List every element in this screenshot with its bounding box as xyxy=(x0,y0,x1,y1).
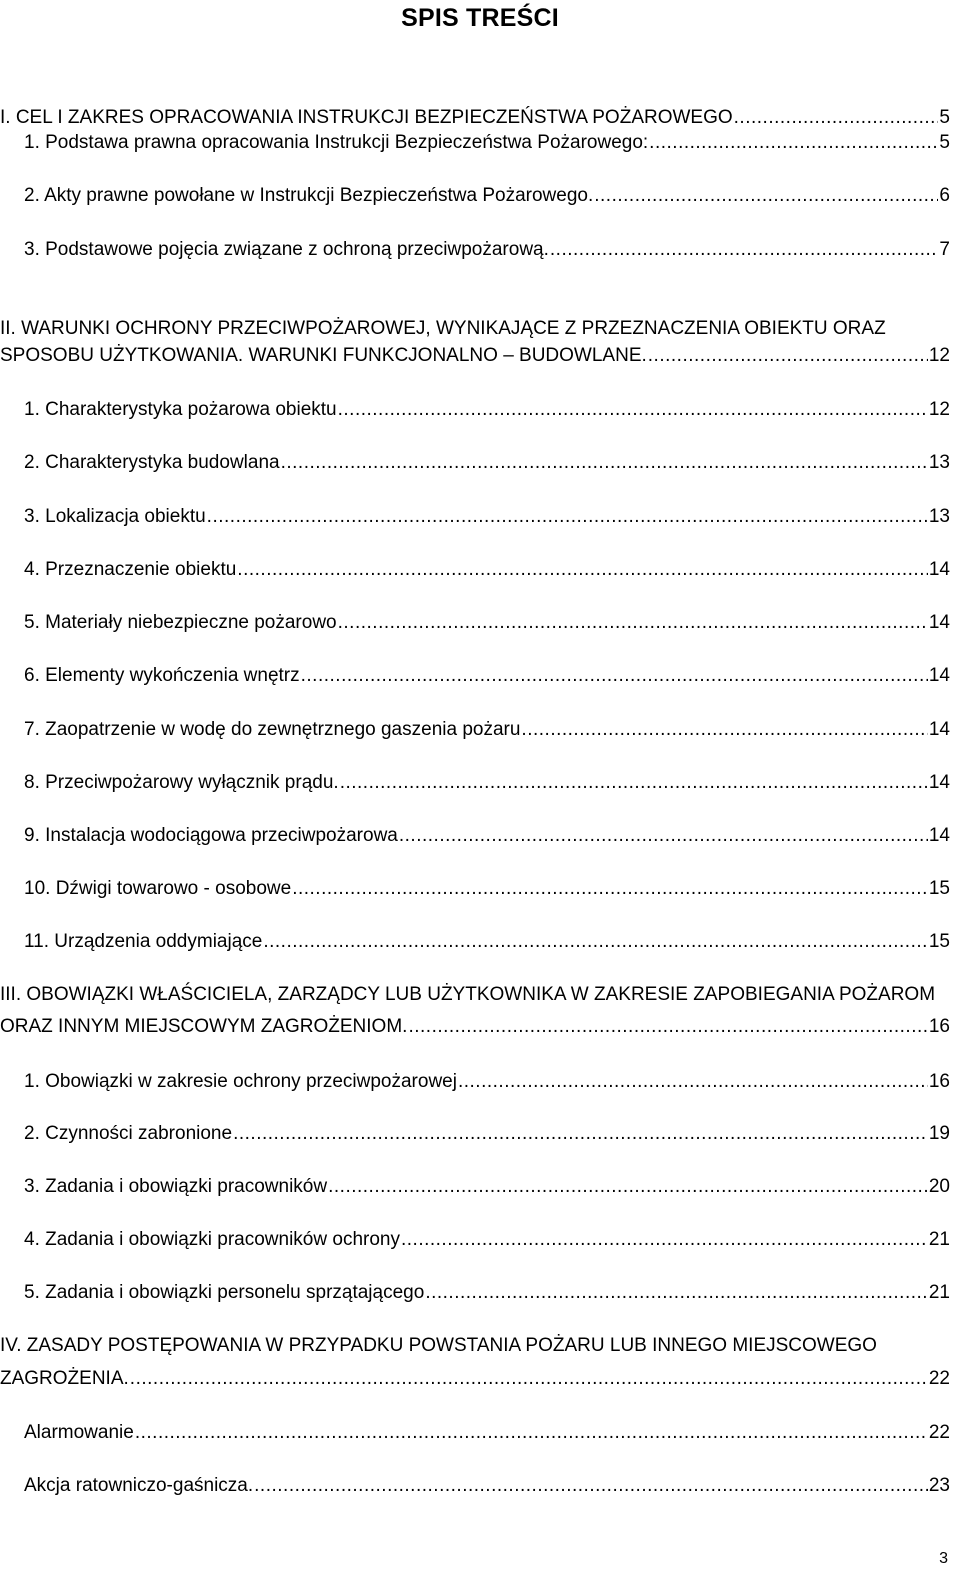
toc-entry-page: 13 xyxy=(928,506,950,527)
toc-leader-dots xyxy=(458,1070,928,1094)
toc-entry-text: 1. Obowiązki w zakresie ochrony przeciwpożarowej xyxy=(24,1071,457,1092)
toc-leader-dots xyxy=(408,1015,927,1039)
toc-entry-page: 21 xyxy=(928,1229,950,1250)
toc-entry-text: Akcja ratowniczo-gaśnicza. xyxy=(24,1475,254,1496)
toc-leader-dots xyxy=(207,505,928,529)
toc-entry-text: SPOSOBU UŻYTKOWANIA. WARUNKI FUNKCJONALNO – BUDOWLANE. xyxy=(0,345,647,366)
toc-entry-page: 14 xyxy=(928,559,950,580)
toc-entry-text: 1. Podstawa prawna opracowania Instrukcji Bezpieczeństwa Pożarowego: xyxy=(24,132,649,153)
toc-entry-text: 6. Elementy wykończenia wnętrz xyxy=(24,665,300,686)
toc-entry-page: 7 xyxy=(939,239,950,260)
toc-entry-text: 11. Urządzenia oddymiające xyxy=(24,931,263,952)
toc-entry-page: 22 xyxy=(928,1422,950,1443)
toc-entry-section-2[interactable] xyxy=(0,344,950,368)
toc-entry-text: 8. Przeciwpożarowy wyłącznik prądu. xyxy=(24,772,339,793)
toc-leader-dots xyxy=(649,131,938,155)
toc-entry-3-4[interactable] xyxy=(24,1228,950,1252)
toc-entry-page: 14 xyxy=(928,665,950,686)
toc-entry-2-2[interactable] xyxy=(24,451,950,475)
toc-entry-section-4-line1[interactable]: IV. ZASADY POSTĘPOWANIA W PRZYPADKU POWSTANIA POŻARU LUB INNEGO MIEJSCOWEGO xyxy=(0,1335,877,1356)
toc-leader-dots xyxy=(399,824,928,848)
toc-leader-dots xyxy=(281,451,928,475)
toc-entry-text: 3. Lokalizacja obiektu xyxy=(24,506,206,527)
toc-entry-section-4[interactable] xyxy=(0,1367,950,1391)
toc-entry-page: 19 xyxy=(928,1123,950,1144)
toc-entry-page: 21 xyxy=(928,1282,950,1303)
toc-entry-text: 1. Charakterystyka pożarowa obiektu xyxy=(24,399,337,420)
toc-entry-page: 16 xyxy=(928,1071,950,1092)
toc-entry-section-1[interactable] xyxy=(0,106,950,130)
toc-entry-4-1[interactable] xyxy=(24,1421,950,1445)
toc-entry-page: 13 xyxy=(928,452,950,473)
toc-leader-dots xyxy=(301,664,928,688)
toc-leader-dots xyxy=(135,1421,928,1445)
toc-leader-dots xyxy=(594,184,938,208)
toc-entry-text: 10. Dźwigi towarowo - osobowe xyxy=(24,878,292,899)
toc-entry-2-5[interactable] xyxy=(24,611,950,635)
toc-leader-dots xyxy=(328,1175,928,1199)
toc-entry-text: ORAZ INNYM MIEJSCOWYM ZAGROŻENIOM. xyxy=(0,1016,408,1037)
toc-entry-text: 3. Podstawowe pojęcia związane z ochroną przeciwpożarową. xyxy=(24,239,549,260)
toc-entry-page: 14 xyxy=(928,772,950,793)
toc-entry-text: 7. Zaopatrzenie w wodę do zewnętrznego gaszenia pożaru xyxy=(24,719,521,740)
toc-leader-dots xyxy=(550,238,939,262)
toc-entry-page: 23 xyxy=(928,1475,950,1496)
toc-entry-text: 2. Charakterystyka budowlana xyxy=(24,452,280,473)
toc-leader-dots xyxy=(425,1281,928,1305)
toc-entry-page: 12 xyxy=(928,399,950,420)
toc-entry-page: 22 xyxy=(928,1368,950,1389)
toc-entry-3-5[interactable] xyxy=(24,1281,950,1305)
toc-entry-3-2[interactable] xyxy=(24,1122,950,1146)
toc-entry-3-3[interactable] xyxy=(24,1175,950,1199)
toc-leader-dots xyxy=(338,398,928,422)
toc-entry-2-4[interactable] xyxy=(24,558,950,582)
toc-entry-1-3[interactable] xyxy=(24,238,950,262)
toc-leader-dots xyxy=(340,771,928,795)
toc-entry-text: 9. Instalacja wodociągowa przeciwpożarowa xyxy=(24,825,398,846)
toc-entry-page: 20 xyxy=(928,1176,950,1197)
toc-entry-1-2[interactable] xyxy=(24,184,950,208)
toc-entry-2-8[interactable] xyxy=(24,771,950,795)
toc-leader-dots xyxy=(292,877,928,901)
toc-entry-page: 5 xyxy=(939,107,950,128)
toc-entry-text: 5. Materiały niebezpieczne pożarowo xyxy=(24,612,337,633)
toc-leader-dots xyxy=(254,1474,928,1498)
toc-entry-text: Alarmowanie xyxy=(24,1422,134,1443)
toc-entry-text: 2. Czynności zabronione xyxy=(24,1123,233,1144)
page-number: 3 xyxy=(939,1550,948,1567)
toc-entry-4-2[interactable] xyxy=(24,1474,950,1498)
toc-leader-dots xyxy=(734,106,939,130)
toc-entry-text: 2. Akty prawne powołane w Instrukcji Bezpieczeństwa Pożarowego. xyxy=(24,185,594,206)
toc-entry-page: 14 xyxy=(928,612,950,633)
toc-entry-2-10[interactable] xyxy=(24,877,950,901)
toc-entry-2-3[interactable] xyxy=(24,505,950,529)
toc-entry-3-1[interactable] xyxy=(24,1070,950,1094)
toc-entry-2-9[interactable] xyxy=(24,824,950,848)
toc-entry-text: 5. Zadania i obowiązki personelu sprzątającego xyxy=(24,1282,425,1303)
toc-entry-page: 14 xyxy=(928,825,950,846)
toc-entry-page: 6 xyxy=(939,185,950,206)
toc-entry-text: 4. Przeznaczenie obiektu xyxy=(24,559,237,580)
toc-leader-dots xyxy=(237,558,928,582)
toc-entry-page: 16 xyxy=(928,1016,950,1037)
toc-entry-2-7[interactable] xyxy=(24,718,950,742)
toc-entry-2-11[interactable] xyxy=(24,930,950,954)
toc-leader-dots xyxy=(263,930,928,954)
toc-entry-section-3[interactable] xyxy=(0,1015,950,1039)
toc-entry-2-6[interactable] xyxy=(24,664,950,688)
toc-entry-page: 15 xyxy=(928,931,950,952)
toc-leader-dots xyxy=(401,1228,928,1252)
toc-leader-dots xyxy=(648,344,928,368)
toc-entry-text: I. CEL I ZAKRES OPRACOWANIA INSTRUKCJI BEZPIECZEŃSTWA POŻAROWEGO xyxy=(0,107,733,128)
toc-entry-text: ZAGROŻENIA. xyxy=(0,1368,129,1389)
toc-leader-dots xyxy=(130,1367,928,1391)
toc-leader-dots xyxy=(338,611,928,635)
toc-entry-text: 4. Zadania i obowiązki pracowników ochrony xyxy=(24,1229,400,1250)
toc-entry-section-3-line1[interactable]: III. OBOWIĄZKI WŁAŚCICIELA, ZARZĄDCY LUB UŻYTKOWNIKA W ZAKRESIE ZAPOBIEGANIA POŻAROM xyxy=(0,984,936,1005)
page-title: SPIS TREŚCI xyxy=(401,4,559,32)
toc-entry-text: 3. Zadania i obowiązki pracowników xyxy=(24,1176,328,1197)
toc-entry-page: 5 xyxy=(939,132,950,153)
toc-entry-page: 14 xyxy=(928,719,950,740)
toc-leader-dots xyxy=(233,1122,928,1146)
toc-leader-dots xyxy=(521,718,927,742)
toc-entry-page: 15 xyxy=(928,878,950,899)
toc-entry-1-1[interactable] xyxy=(24,131,950,155)
toc-entry-page: 12 xyxy=(928,345,950,366)
toc-entry-section-2-line1[interactable]: II. WARUNKI OCHRONY PRZECIWPOŻAROWEJ, WYNIKAJĄCE Z PRZEZNACZENIA OBIEKTU ORAZ xyxy=(0,318,886,339)
toc-entry-2-1[interactable] xyxy=(24,398,950,422)
